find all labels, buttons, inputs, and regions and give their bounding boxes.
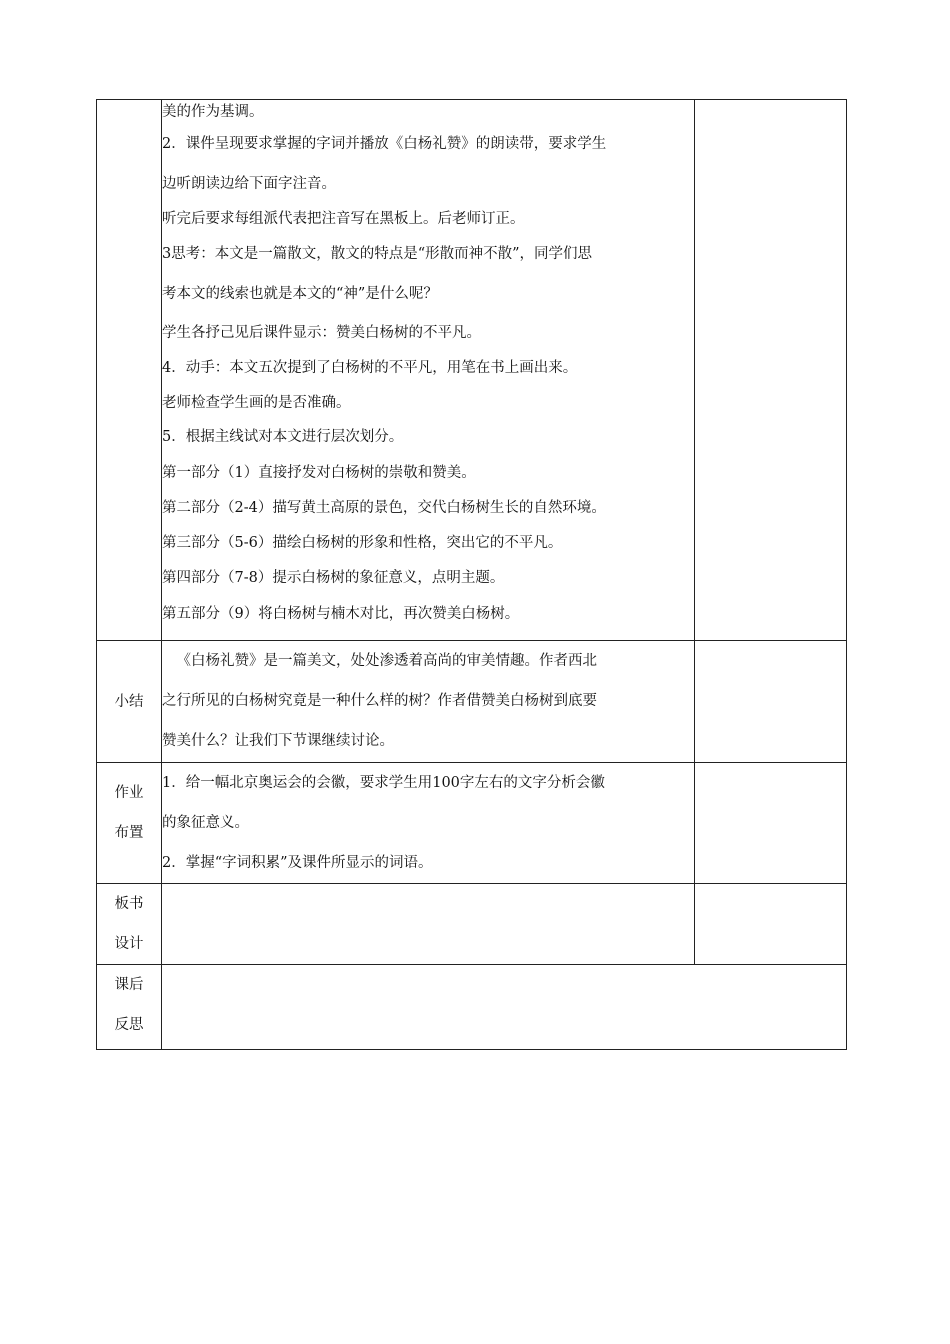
notes-cell	[695, 763, 847, 884]
reflection-row	[97, 965, 847, 1050]
homework-content	[162, 763, 695, 884]
reflection-label-cell	[97, 965, 162, 1050]
homework-label-line2: 布置	[114, 825, 144, 841]
content-line: 第四部分（7-8）提示白杨树的象征意义，点明主题。	[162, 570, 505, 586]
homework-line: 的象征意义。	[162, 815, 249, 831]
homework-line: 1．给一幅北京奥运会的会徽，要求学生用100字左右的文字分析会徽	[162, 775, 605, 791]
board-design-row	[97, 884, 847, 965]
row-label-cell-empty	[97, 100, 162, 641]
content-line: 4．动手：本文五次提到了白杨树的不平凡，用笔在书上画出来。	[162, 360, 578, 376]
content-line: 老师检查学生画的是否准确。	[162, 395, 351, 411]
content-line: 第二部分（2-4）描写黄土高原的景色，交代白杨树生长的自然环境。	[162, 500, 606, 516]
homework-row	[97, 763, 847, 884]
content-line: 美的作为基调。	[162, 104, 264, 120]
reflection-label-line1: 课后	[114, 977, 144, 993]
notes-cell	[695, 100, 847, 641]
teaching-process-content	[162, 100, 695, 641]
content-line: 听完后要求每组派代表把注音写在黑板上。后老师订正。	[162, 211, 525, 227]
content-line: 第三部分（5-6）描绘白杨树的形象和性格，突出它的不平凡。	[162, 535, 563, 551]
content-line: 2．课件呈现要求掌握的字词并播放《白杨礼赞》的朗读带，要求学生	[162, 136, 607, 152]
reflection-content	[162, 965, 847, 1050]
board-label-cell	[97, 884, 162, 965]
summary-label-cell	[97, 641, 162, 763]
summary-row	[97, 641, 847, 763]
teaching-process-row	[97, 100, 847, 641]
summary-line: 《白杨礼赞》是一篇美文，处处渗透着高尚的审美情趣。作者西北	[176, 653, 597, 669]
summary-content	[162, 641, 695, 763]
notes-cell	[695, 884, 847, 965]
content-line: 边听朗读边给下面字注音。	[162, 176, 336, 192]
content-line: 3思考：本文是一篇散文，散文的特点是“形散而神不散”，同学们思	[162, 246, 593, 262]
lesson-plan-table	[96, 99, 847, 1050]
content-line: 第一部分（1）直接抒发对白杨树的崇敬和赞美。	[162, 465, 476, 481]
notes-cell	[695, 641, 847, 763]
reflection-label-line2: 反思	[114, 1017, 144, 1033]
homework-label-cell	[97, 763, 162, 884]
board-label-line2: 设计	[114, 936, 144, 952]
content-line: 第五部分（9）将白杨树与楠木对比，再次赞美白杨树。	[162, 606, 520, 622]
summary-line: 之行所见的白杨树究竟是一种什么样的树？作者借赞美白杨树到底要	[162, 693, 597, 709]
homework-line: 2．掌握“字词积累”及课件所显示的词语。	[162, 855, 433, 871]
board-content	[162, 884, 695, 965]
homework-label-line1: 作业	[114, 785, 144, 801]
summary-label: 小结	[114, 693, 144, 710]
content-line: 考本文的线索也就是本文的“神”是什么呢？	[162, 286, 438, 302]
board-label-line1: 板书	[114, 896, 144, 912]
content-line: 学生各抒己见后课件显示：赞美白杨树的不平凡。	[162, 325, 481, 341]
summary-line: 赞美什么？让我们下节课继续讨论。	[162, 733, 394, 749]
content-line: 5．根据主线试对本文进行层次划分。	[162, 429, 404, 445]
